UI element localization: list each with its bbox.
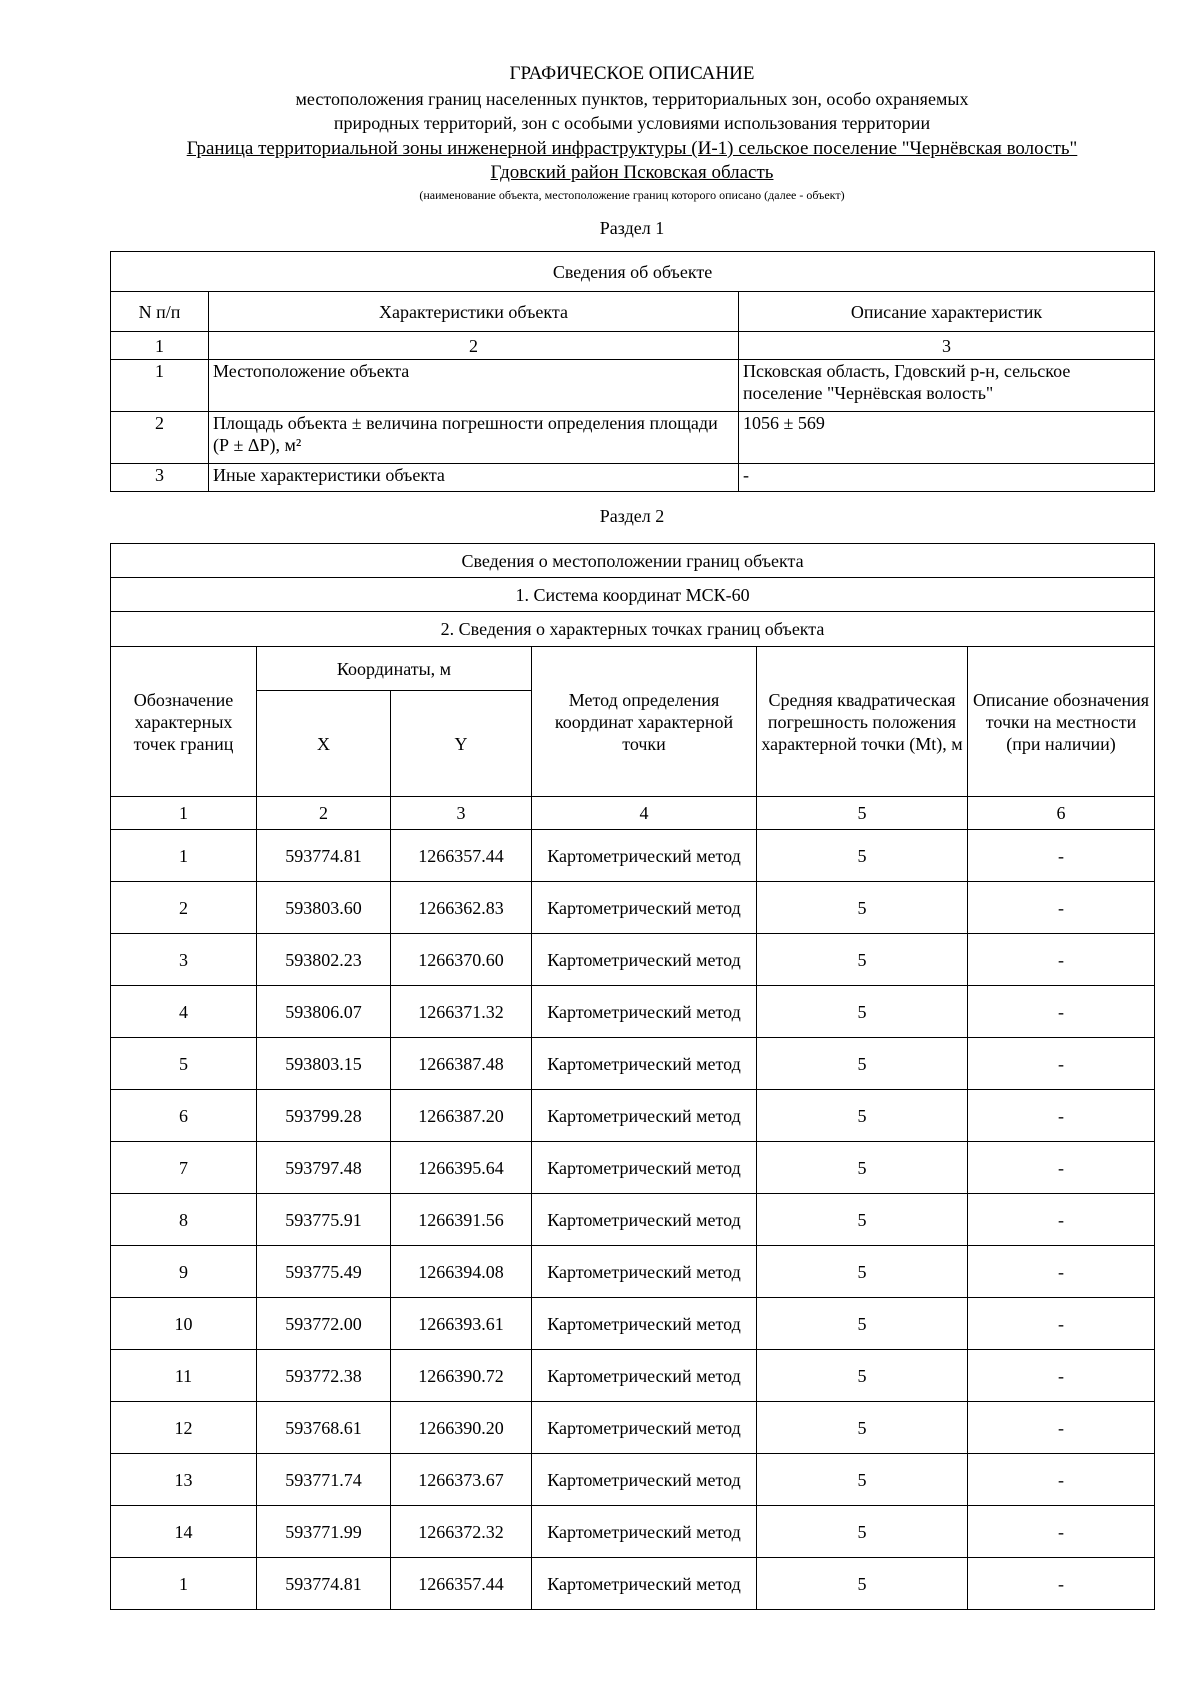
point-description: - (968, 1402, 1155, 1454)
column-header: Метод определения координат характерной точки (532, 647, 757, 797)
column-number: 1 (111, 332, 209, 360)
point-number: 10 (111, 1298, 257, 1350)
point-description: - (968, 1038, 1155, 1090)
coordinate-x: 593775.91 (257, 1194, 391, 1246)
table-row (111, 830, 1155, 882)
column-header: X (257, 691, 391, 797)
coordinate-y: 1266373.67 (391, 1454, 532, 1506)
method: Картометрический метод (532, 1350, 757, 1402)
column-number: 2 (209, 332, 739, 360)
coordinate-y: 1266390.20 (391, 1402, 532, 1454)
row-number: 2 (111, 412, 209, 464)
coordinate-x: 593799.28 (257, 1090, 391, 1142)
coordinate-y: 1266387.20 (391, 1090, 532, 1142)
coordinate-y: 1266391.56 (391, 1194, 532, 1246)
table-row (111, 1090, 1155, 1142)
column-header: Y (391, 691, 532, 797)
point-description: - (968, 882, 1155, 934)
point-number: 4 (111, 986, 257, 1038)
point-number: 6 (111, 1090, 257, 1142)
method: Картометрический метод (532, 1298, 757, 1350)
table-title: Сведения о местоположении границ объекта (111, 544, 1155, 578)
column-number-row (111, 797, 1155, 830)
document-title: ГРАФИЧЕСКОЕ ОПИСАНИЕ (509, 63, 755, 84)
object-note: (наименование объекта, местоположение границ которого описано (далее - объект) (419, 188, 845, 202)
table-title-row (111, 544, 1155, 578)
table-row (111, 1506, 1155, 1558)
point-number: 11 (111, 1350, 257, 1402)
column-header: N п/п (111, 292, 209, 332)
boundary-points-table (110, 543, 1155, 1610)
point-description: - (968, 1090, 1155, 1142)
point-description: - (968, 1506, 1155, 1558)
object-info-table (110, 251, 1155, 492)
coordinate-y: 1266393.61 (391, 1298, 532, 1350)
method: Картометрический метод (532, 1454, 757, 1506)
method: Картометрический метод (532, 1246, 757, 1298)
method: Картометрический метод (532, 830, 757, 882)
column-number: 4 (532, 797, 757, 830)
point-description: - (968, 1298, 1155, 1350)
method: Картометрический метод (532, 1402, 757, 1454)
point-number: 3 (111, 934, 257, 986)
table-row (111, 464, 1155, 492)
mean-square-error: 5 (757, 1246, 968, 1298)
column-number: 2 (257, 797, 391, 830)
point-number: 12 (111, 1402, 257, 1454)
point-number: 13 (111, 1454, 257, 1506)
points-title-row (111, 612, 1155, 647)
table-row (111, 1038, 1155, 1090)
coordinate-system: 1. Система координат МСК-60 (111, 578, 1155, 612)
column-number: 5 (757, 797, 968, 830)
column-header: Координаты, м (257, 647, 532, 691)
point-description: - (968, 830, 1155, 882)
coordinate-x: 593771.74 (257, 1454, 391, 1506)
mean-square-error: 5 (757, 1142, 968, 1194)
table-row (111, 1454, 1155, 1506)
column-header: Описание характеристик (739, 292, 1155, 332)
mean-square-error: 5 (757, 1506, 968, 1558)
column-header: Обозначение характерных точек границ (111, 647, 257, 797)
mean-square-error: 5 (757, 986, 968, 1038)
coordinate-x: 593803.60 (257, 882, 391, 934)
table-title: Сведения об объекте (111, 252, 1155, 292)
document-subtitle-line-1: местоположения границ населенных пунктов, территориальных зон, особо охраняемых (295, 89, 969, 109)
column-number: 3 (391, 797, 532, 830)
point-number: 9 (111, 1246, 257, 1298)
table-header-row (111, 647, 1155, 691)
point-description: - (968, 1246, 1155, 1298)
mean-square-error: 5 (757, 830, 968, 882)
characteristic: Местоположение объекта (209, 360, 739, 412)
coordinate-x: 593772.38 (257, 1350, 391, 1402)
point-number: 8 (111, 1194, 257, 1246)
coordinate-x: 593774.81 (257, 1558, 391, 1610)
row-number: 3 (111, 464, 209, 492)
method: Картометрический метод (532, 1558, 757, 1610)
table-row (111, 1194, 1155, 1246)
column-number: 1 (111, 797, 257, 830)
coordinate-y: 1266395.64 (391, 1142, 532, 1194)
coordinate-x: 593774.81 (257, 830, 391, 882)
column-number: 3 (739, 332, 1155, 360)
table-row (111, 882, 1155, 934)
coordinate-y: 1266371.32 (391, 986, 532, 1038)
table-row (111, 412, 1155, 464)
coordinate-y: 1266357.44 (391, 830, 532, 882)
coordinate-y: 1266372.32 (391, 1506, 532, 1558)
coordinate-x: 593802.23 (257, 934, 391, 986)
points-title: 2. Сведения о характерных точках границ объекта (111, 612, 1155, 647)
mean-square-error: 5 (757, 934, 968, 986)
point-number: 7 (111, 1142, 257, 1194)
column-header: Описание обозначения точки на местности (при наличии) (968, 647, 1155, 797)
table-header-row (111, 292, 1155, 332)
table-row (111, 360, 1155, 412)
point-description: - (968, 986, 1155, 1038)
coordinate-y: 1266390.72 (391, 1350, 532, 1402)
mean-square-error: 5 (757, 1402, 968, 1454)
table-row (111, 1246, 1155, 1298)
coordinate-x: 593806.07 (257, 986, 391, 1038)
method: Картометрический метод (532, 934, 757, 986)
table-row (111, 1558, 1155, 1610)
mean-square-error: 5 (757, 1558, 968, 1610)
point-number: 14 (111, 1506, 257, 1558)
section-1-label: Раздел 1 (599, 218, 665, 238)
point-number: 2 (111, 882, 257, 934)
coordinate-y: 1266394.08 (391, 1246, 532, 1298)
table-row (111, 986, 1155, 1038)
characteristic-description: - (739, 464, 1155, 492)
mean-square-error: 5 (757, 1038, 968, 1090)
section-2-label: Раздел 2 (599, 506, 665, 526)
characteristic: Иные характеристики объекта (209, 464, 739, 492)
characteristic-description: Псковская область, Гдовский р-н, сельское поселение "Чернёвская волость" (739, 360, 1155, 412)
table-row (111, 934, 1155, 986)
method: Картометрический метод (532, 986, 757, 1038)
coordinate-x: 593768.61 (257, 1402, 391, 1454)
mean-square-error: 5 (757, 1090, 968, 1142)
point-number: 1 (111, 1558, 257, 1610)
mean-square-error: 5 (757, 882, 968, 934)
column-header: Средняя квадратическая погрешность положения характерной точки (Mt), м (757, 647, 968, 797)
mean-square-error: 5 (757, 1194, 968, 1246)
table-row (111, 1350, 1155, 1402)
coordinate-x: 593771.99 (257, 1506, 391, 1558)
row-number: 1 (111, 360, 209, 412)
column-number-row (111, 332, 1155, 360)
table-row (111, 1402, 1155, 1454)
method: Картометрический метод (532, 1506, 757, 1558)
method: Картометрический метод (532, 1038, 757, 1090)
table-row (111, 1142, 1155, 1194)
point-description: - (968, 1350, 1155, 1402)
table-row (111, 1298, 1155, 1350)
mean-square-error: 5 (757, 1350, 968, 1402)
column-header: Характеристики объекта (209, 292, 739, 332)
object-name: Граница территориальной зоны инженерной инфраструктуры (И-1) сельское поселение "Чернёвская волость" (186, 138, 1078, 159)
object-location: Гдовский район Псковская область (490, 162, 774, 183)
coordinate-y: 1266362.83 (391, 882, 532, 934)
point-description: - (968, 1558, 1155, 1610)
point-description: - (968, 1142, 1155, 1194)
point-number: 5 (111, 1038, 257, 1090)
coordinate-x: 593797.48 (257, 1142, 391, 1194)
characteristic: Площадь объекта ± величина погрешности определения площади (Р ± ΔР), м² (209, 412, 739, 464)
point-description: - (968, 934, 1155, 986)
mean-square-error: 5 (757, 1298, 968, 1350)
document-subtitle-line-2: природных территорий, зон с особыми условиями использования территории (333, 113, 931, 133)
characteristic-description: 1056 ± 569 (739, 412, 1155, 464)
method: Картометрический метод (532, 882, 757, 934)
coordinate-x: 593775.49 (257, 1246, 391, 1298)
coordinate-system-row (111, 578, 1155, 612)
point-description: - (968, 1194, 1155, 1246)
method: Картометрический метод (532, 1142, 757, 1194)
mean-square-error: 5 (757, 1454, 968, 1506)
coordinate-x: 593803.15 (257, 1038, 391, 1090)
coordinate-y: 1266387.48 (391, 1038, 532, 1090)
method: Картометрический метод (532, 1090, 757, 1142)
method: Картометрический метод (532, 1194, 757, 1246)
column-number: 6 (968, 797, 1155, 830)
coordinate-x: 593772.00 (257, 1298, 391, 1350)
point-description: - (968, 1454, 1155, 1506)
coordinate-y: 1266370.60 (391, 934, 532, 986)
table-title-row (111, 252, 1155, 292)
point-number: 1 (111, 830, 257, 882)
coordinate-y: 1266357.44 (391, 1558, 532, 1610)
